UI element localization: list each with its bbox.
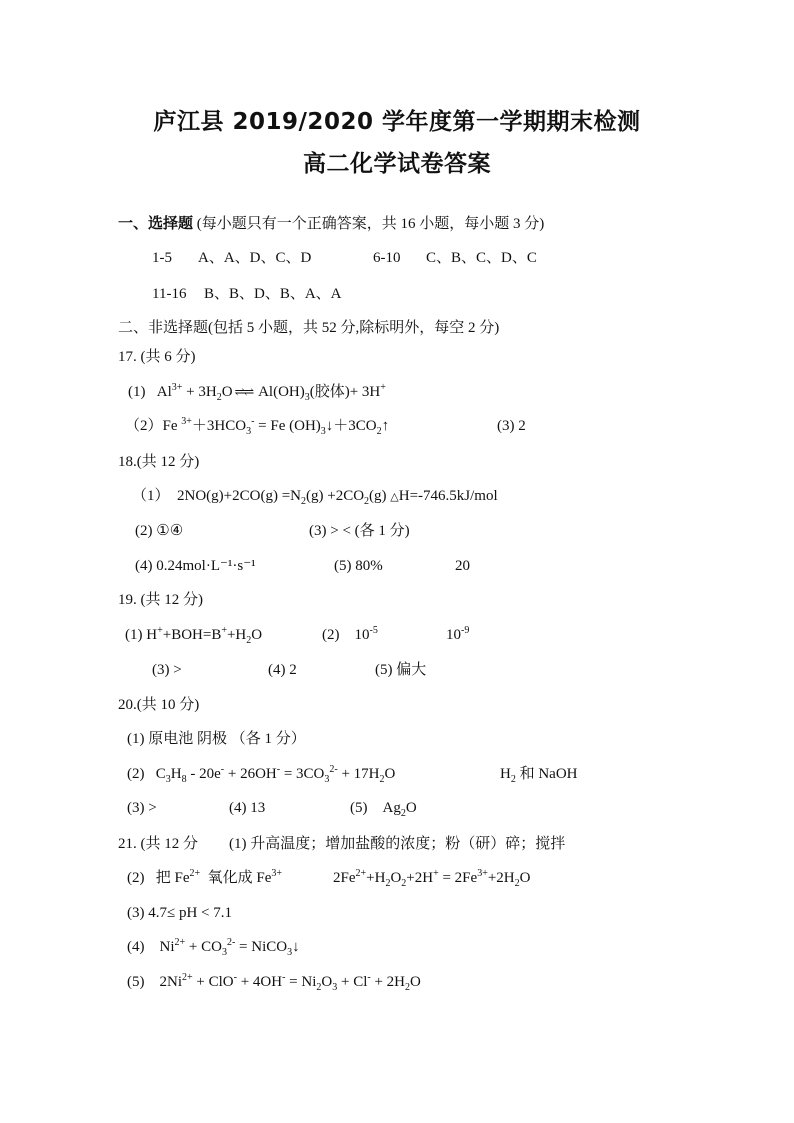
section1-desc: (每小题只有一个正确答案，共 16 小题，每小题 3 分) <box>196 216 545 232</box>
document-title: 庐江县 2019/2020 学年度第一学期期末检测 <box>153 109 641 135</box>
q21-part4: (4) $Ni^{2+} + CO_3^{2-}$ = NiCO$_3$↓ <box>127 937 300 958</box>
q20-part2b: $H_2$ 和 NaOH <box>500 766 578 785</box>
q19-header: 19. (共 12 分) <box>118 592 203 608</box>
q19-part1: (1) $H^++BOH=B^++H_2O$ <box>125 625 263 646</box>
choice-range-6-10: 6-10 <box>373 250 401 266</box>
q21-part3: (3) 4.7≤ pH < 7.1 <box>127 905 233 921</box>
q17-header: 17. (共 6 分) <box>118 349 196 365</box>
section1-heading: 一、选择题 <box>118 216 194 232</box>
q20-part5: (5) $Ag_2O$ <box>350 800 417 819</box>
choice-answers-1-5: A、A、D、C、D <box>198 250 312 266</box>
q19-part3: (3) > <box>152 662 182 678</box>
choice-range-1-5: 1-5 <box>152 250 172 266</box>
choice-answers-11-16: B、B、D、B、A、A <box>204 286 342 302</box>
document-subtitle: 高二化学试卷答案 <box>303 151 491 177</box>
q17-part1: (1) $Al^{3+} + 3H_2O$ ⇌⇌ $Al(OH)_3$(胶体)+ 3H+ <box>128 382 386 403</box>
equilibrium-arrow-icon: ⇌⇌ <box>234 384 253 399</box>
choice-range-11-16: 11-16 <box>152 286 187 302</box>
q20-part2: (2) $C_3H_8 - 20e^- + 26OH^- = 3CO_3^{2-} + 17H_2O$ <box>127 764 396 785</box>
q19-part4: (4) 2 <box>268 662 297 678</box>
q21-header: 21. (共 12 分 <box>118 836 198 852</box>
q20-part4: (4) 13 <box>229 800 266 816</box>
section2-heading: 二、非选择题(包括 5 小题，共 52 分,除标明外，每空 2 分) <box>118 320 500 336</box>
q21-part5: (5) $2Ni^{2+} + ClO^- + 4OH^- = Ni_2O_3 + Cl^- + 2H_2O$ <box>127 972 421 993</box>
section1-header <box>118 214 544 234</box>
q18-part5-value: 20 <box>455 558 470 574</box>
q21-part2-equation: $2Fe^{2+}+H_2O_2+2H^+ = 2Fe^{3+}+2H_2O$ <box>333 868 531 889</box>
choice-answers-6-10: C、B、C、D、C <box>426 250 537 266</box>
q18-part4: (4) 0.24mol·L⁻¹·s⁻¹ <box>135 558 256 574</box>
q17-part2: （2）Fe $^{3+}+3HCO_3^- = Fe$ $(OH)_3↓+3CO_2↑$ <box>125 416 390 437</box>
q18-part3: (3) > < (各 1 分) <box>309 523 410 539</box>
q18-part2: (2) ①④ <box>135 523 184 539</box>
q21-part1: (1) 升高温度；增加盐酸的浓度；粉（研）碎；搅拌 <box>229 836 566 852</box>
q20-header: 20.(共 10 分) <box>118 697 200 713</box>
q20-part3: (3) > <box>127 800 157 816</box>
q19-part2b: $10^{-9}$ <box>446 625 470 643</box>
q20-part1: (1) 原电池 阴极 （各 1 分） <box>127 731 306 747</box>
q18-header: 18.(共 12 分) <box>118 454 200 470</box>
q19-part2: (2) $10^{-5}$ <box>322 625 378 643</box>
q21-part2: (2) 把 $Fe^{2+}$ 氧化成 $Fe^{3+}$ <box>127 868 283 886</box>
q18-part1: （1） $2NO(g)+2CO(g) =N_2(g) +2CO_2(g)$ △H=-746.5kJ/mol <box>132 488 498 507</box>
q19-part5: (5) 偏大 <box>375 662 427 678</box>
q17-part3: (3) 2 <box>497 418 526 434</box>
q18-part5: (5) 80% <box>334 558 383 574</box>
